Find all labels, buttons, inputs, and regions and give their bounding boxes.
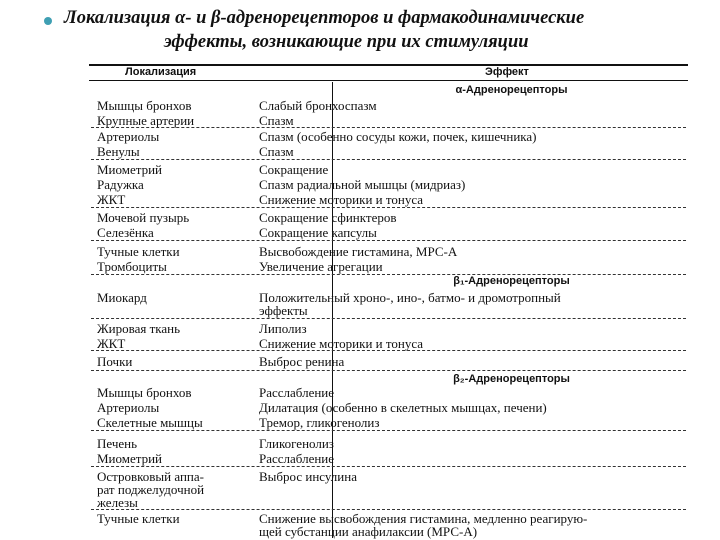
cell-location: Мышцы бронхов <box>97 385 192 400</box>
cell-effect: Расслабление <box>259 385 335 400</box>
table-header-rule <box>89 80 688 81</box>
cell-location: Тромбоциты <box>97 259 167 274</box>
section-beta1-title: β₁-Адренорецепторы <box>453 275 570 287</box>
cell-location: Миокард <box>97 290 147 305</box>
cell-location: Скелетные мышцы <box>97 415 203 430</box>
row-separator <box>91 240 686 241</box>
cell-location: Миометрий <box>97 451 163 466</box>
cell-effect: Высвобождение гистамина, МРС-А <box>259 244 458 259</box>
cell-effect: Липолиз <box>259 321 307 336</box>
column-header-effect: Эффект <box>485 66 529 78</box>
cell-effect: Сокращение капсулы <box>259 225 377 240</box>
cell-location: Почки <box>97 354 133 369</box>
row-separator <box>91 127 686 128</box>
cell-effect: Расслабление <box>259 451 335 466</box>
slide-header <box>0 0 720 60</box>
bullet-icon <box>44 17 52 25</box>
cell-location: ЖКТ <box>97 192 126 207</box>
cell-location: Радужка <box>97 177 144 192</box>
cell-location: Крупные артерии <box>97 113 195 128</box>
cell-location: Миометрий <box>97 162 163 177</box>
cell-effect: Спазм <box>259 113 294 128</box>
cell-location: Артериолы <box>97 129 160 144</box>
row-separator <box>91 159 686 160</box>
cell-effect: Снижение моторики и тонуса <box>259 336 424 351</box>
cell-location-continued: рат поджелудочной <box>97 482 205 497</box>
row-separator <box>91 318 686 319</box>
cell-effect: Тремор, гликогенолиз <box>259 415 380 430</box>
cell-location: Артериолы <box>97 400 160 415</box>
row-separator <box>91 430 686 431</box>
cell-location: Жировая ткань <box>97 321 181 336</box>
cell-effect: Положительный хроно-, ино-, батмо- и дромотропный <box>259 290 561 305</box>
cell-effect: Спазм (особенно сосуды кожи, почек, кишечника) <box>259 129 537 144</box>
cell-effect: Спазм <box>259 144 294 159</box>
cell-effect: Сокращение <box>259 162 329 177</box>
cell-location: Островковый аппа- <box>97 469 204 484</box>
cell-effect: Выброс ренина <box>259 354 345 369</box>
cell-effect: Слабый бронхоспазм <box>259 98 377 113</box>
cell-effect: Выброс инсулина <box>259 469 357 484</box>
receptor-table <box>89 64 688 538</box>
cell-location: Тучные клетки <box>97 511 180 526</box>
row-separator <box>91 350 686 351</box>
cell-effect: Гликогенолиз <box>259 436 334 451</box>
row-separator <box>91 207 686 208</box>
cell-location: Венулы <box>97 144 140 159</box>
cell-effect: Снижение моторики и тонуса <box>259 192 424 207</box>
cell-location: Мышцы бронхов <box>97 98 192 113</box>
row-separator <box>91 466 686 467</box>
row-separator <box>91 370 686 371</box>
cell-effect: Увеличение агрегации <box>259 259 383 274</box>
cell-effect: Спазм радиальной мышцы (мидриаз) <box>259 177 466 192</box>
cell-effect: Дилатация (особенно в скелетных мышцах, печени) <box>259 400 547 415</box>
slide-title-line-2: эффекты, возникающие при их стимуляции <box>164 32 529 52</box>
slide-title-line-1: Локализация α- и β-адренорецепторов и фармакодинамические <box>64 8 585 28</box>
cell-location-continued: железы <box>97 495 138 510</box>
cell-effect: Снижение высвобождения гистамина, медленно реагирую- <box>259 511 588 526</box>
cell-effect: Сокращение сфинктеров <box>259 210 397 225</box>
section-beta2-title: β₂-Адренорецепторы <box>453 373 570 385</box>
cell-location: Мочевой пузырь <box>97 210 190 225</box>
cell-effect-continued: эффекты <box>259 303 308 318</box>
cell-location: Селезёнка <box>97 225 154 240</box>
column-header-location: Локализация <box>125 66 197 78</box>
cell-location: Тучные клетки <box>97 244 180 259</box>
cell-location: Печень <box>97 436 138 451</box>
cell-effect-continued: щей субстанции анафилаксии (МРС-А) <box>259 524 478 539</box>
row-separator <box>91 509 686 510</box>
section-alpha-title: α-Адренорецепторы <box>455 84 568 96</box>
cell-location: ЖКТ <box>97 336 126 351</box>
